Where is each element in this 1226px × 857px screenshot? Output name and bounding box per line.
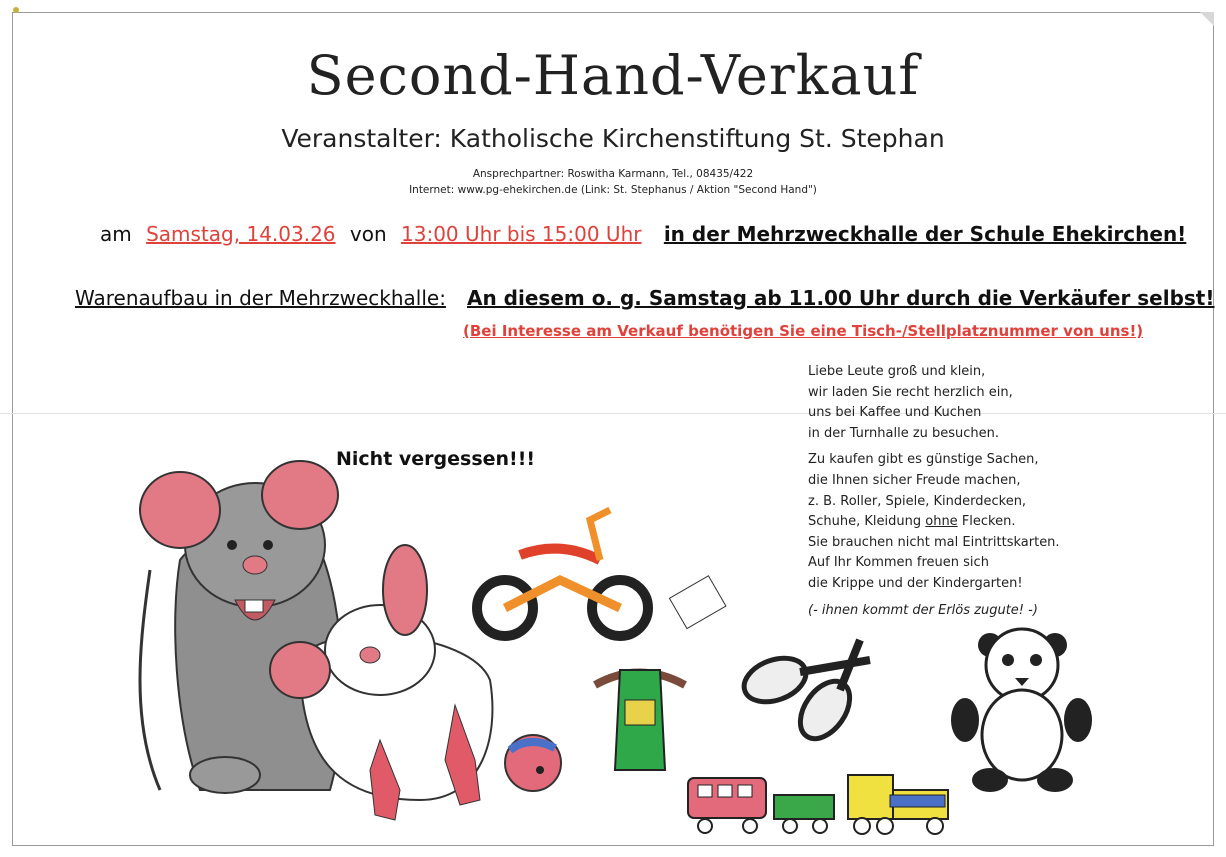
rackets-illustration bbox=[738, 640, 870, 748]
poem-line: Sie brauchen nicht mal Eintrittskarten. bbox=[808, 534, 1060, 550]
tricycle-illustration bbox=[477, 510, 648, 636]
flyer-title: Second-Hand-Verkauf bbox=[306, 44, 920, 107]
contact-internet: Internet: www.pg-ehekirchen.de (Link: St. Stephanus / Aktion "Second Hand") bbox=[409, 184, 817, 196]
organizer: Veranstalter: Katholische Kirchenstiftung St. Stephan bbox=[281, 124, 945, 153]
dress-illustration bbox=[595, 670, 685, 770]
toy-train-illustration bbox=[688, 775, 948, 834]
poem-line: Auf Ihr Kommen freuen sich bbox=[808, 555, 989, 571]
setup-label: Warenaufbau in der Mehrzweckhalle: bbox=[75, 286, 446, 310]
poem-line: in der Turnhalle zu besuchen. bbox=[808, 425, 1000, 441]
poem-line: die Ihnen sicher Freude machen, bbox=[808, 472, 1021, 488]
poem-line: z. B. Roller, Spiele, Kinderdecken, bbox=[808, 493, 1027, 509]
poem-line: die Krippe und der Kindergarten! bbox=[808, 575, 1023, 591]
event-prefix: am bbox=[100, 222, 132, 246]
poem-closing: (- ihnen kommt der Erlös zugute! -) bbox=[808, 602, 1038, 618]
poem-fragment: Schuhe, Kleidung bbox=[808, 514, 926, 530]
poem-underlined-word: ohne bbox=[925, 514, 958, 530]
poem-line: Zu kaufen gibt es günstige Sachen, bbox=[808, 452, 1039, 468]
setup-value: An diesem o. g. Samstag ab 11.00 Uhr durch die Verkäufer selbst! bbox=[467, 286, 1215, 310]
teddy-bear-illustration bbox=[951, 629, 1092, 792]
poem-line: uns bei Kaffee und Kuchen bbox=[808, 405, 982, 421]
event-location: in der Mehrzweckhalle der Schule Ehekirchen! bbox=[663, 222, 1187, 246]
poem-line: wir laden Sie recht herzlich ein, bbox=[808, 384, 1013, 400]
event-time-prefix: von bbox=[349, 222, 387, 246]
card-illustration bbox=[669, 576, 725, 629]
ball-illustration bbox=[505, 735, 561, 791]
event-time: 13:00 Uhr bis 15:00 Uhr bbox=[401, 222, 642, 246]
poem-line: Liebe Leute groß und klein, bbox=[808, 364, 986, 379]
reminder: Nicht vergessen!!! bbox=[336, 448, 536, 470]
poem-fragment: Flecken. bbox=[957, 514, 1016, 530]
setup-note: (Bei Interesse am Verkauf benötigen Sie eine Tisch-/Stellplatznummer von uns!) bbox=[463, 322, 1144, 340]
contact-person: Ansprechpartner: Roswitha Karmann, Tel., 08435/422 bbox=[472, 168, 754, 180]
event-date: Samstag, 14.03.26 bbox=[146, 222, 336, 246]
gray-mouse-illustration bbox=[140, 461, 342, 793]
